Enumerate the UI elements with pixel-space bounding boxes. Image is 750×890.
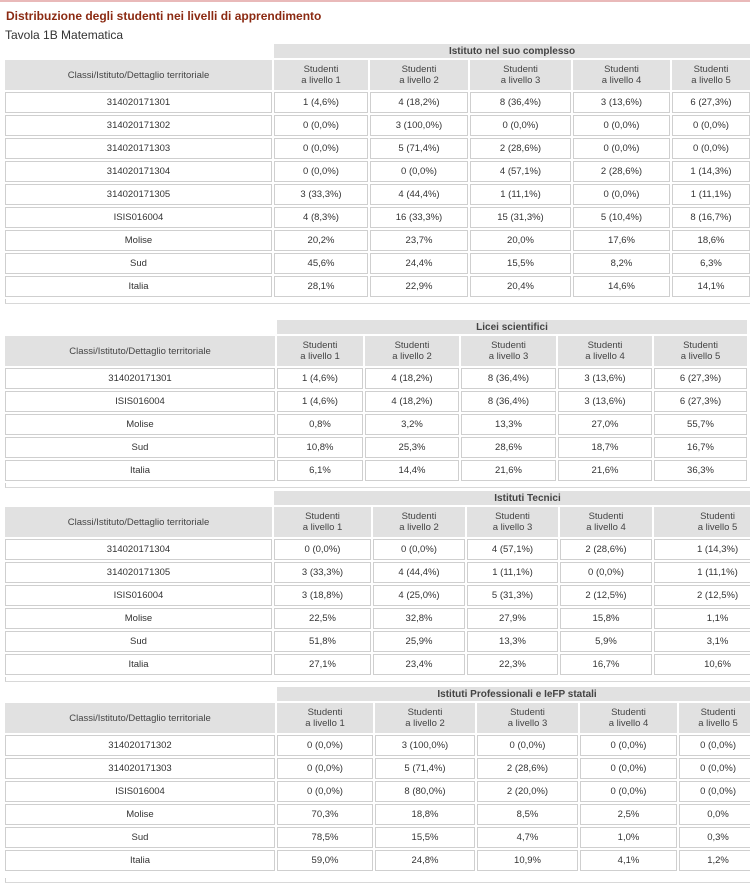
value-cell: 0 (0,0%) (580, 735, 677, 756)
value-cell: 1 (4,6%) (277, 391, 363, 412)
header-line-2: a livello 5 (698, 718, 738, 729)
row-label-cell: 314020171302 (5, 115, 272, 136)
header-line-1: Studenti (303, 64, 339, 75)
value-cell: 15,5% (470, 253, 571, 274)
row-label-cell: Molise (5, 608, 272, 629)
section-separator (5, 299, 750, 304)
value-cell: 10,6% (654, 654, 750, 675)
table-row (5, 758, 750, 779)
column-header-level-2 (373, 507, 465, 537)
section-block (5, 42, 750, 304)
value-cell: 0 (0,0%) (274, 539, 371, 560)
value-cell: 0 (0,0%) (277, 735, 373, 756)
value-cell: 22,5% (274, 608, 371, 629)
value-cell: 59,0% (277, 850, 373, 871)
column-header-level-3 (470, 60, 571, 90)
value-cell: 3,1% (654, 631, 750, 652)
value-cell: 4 (25,0%) (373, 585, 465, 606)
value-cell: 1,2% (679, 850, 750, 871)
value-cell: 0 (0,0%) (679, 781, 750, 802)
value-cell: 5 (71,4%) (375, 758, 475, 779)
header-line-2: a livello 4 (608, 718, 649, 729)
value-cell: 5 (71,4%) (370, 138, 468, 159)
header-line-1: Studenti (394, 340, 430, 351)
value-cell: 0 (0,0%) (573, 115, 670, 136)
row-label-cell: 314020171302 (5, 735, 275, 756)
value-cell: 70,3% (277, 804, 373, 825)
header-line-1: Studenti (491, 340, 526, 351)
value-cell: 0,0% (679, 804, 750, 825)
table-row (5, 539, 750, 560)
value-cell: 0 (0,0%) (580, 781, 677, 802)
row-label-cell: 314020171304 (5, 161, 272, 182)
header-line-2: a livello 3 (492, 522, 533, 533)
header-line-1: Studenti (700, 511, 735, 522)
value-cell: 20,0% (470, 230, 571, 251)
header-line-1: Studenti (302, 340, 338, 351)
value-cell: 0 (0,0%) (560, 562, 652, 583)
value-cell: 0 (0,0%) (477, 735, 578, 756)
table-row (5, 184, 750, 205)
section-separator (5, 677, 750, 682)
value-cell: 8 (36,4%) (470, 92, 571, 113)
value-cell: 4 (18,2%) (365, 368, 459, 389)
table-row (5, 437, 747, 458)
table-row (5, 115, 750, 136)
value-cell: 16,7% (654, 437, 747, 458)
group-header-spacer (5, 491, 272, 505)
table-row (5, 781, 750, 802)
value-cell: 0 (0,0%) (277, 781, 373, 802)
value-cell: 28,1% (274, 276, 368, 297)
column-header-level-1 (277, 703, 373, 733)
value-cell: 8 (80,0%) (375, 781, 475, 802)
column-header-level-4 (580, 703, 677, 733)
table-row (5, 161, 750, 182)
column-header-level-3 (467, 507, 558, 537)
header-line-1: Studenti (588, 511, 624, 522)
header-line-2: a livello 3 (500, 75, 541, 86)
value-cell: 22,9% (370, 276, 468, 297)
value-cell: 23,4% (373, 654, 465, 675)
value-cell: 32,8% (373, 608, 465, 629)
value-cell: 3 (18,8%) (274, 585, 371, 606)
group-header-spacer (5, 687, 275, 701)
table-row (5, 230, 750, 251)
value-cell: 0 (0,0%) (274, 115, 368, 136)
distribution-table (3, 318, 749, 483)
header-line-2: a livello 2 (399, 522, 439, 533)
table-row (5, 460, 747, 481)
header-line-2: a livello 3 (488, 351, 529, 362)
value-cell: 5 (31,3%) (467, 585, 558, 606)
top-border (0, 0, 750, 2)
value-cell: 6,1% (277, 460, 363, 481)
table-row (5, 253, 750, 274)
header-line-2: a livello 1 (300, 351, 340, 362)
table-row (5, 850, 750, 871)
header-line-1: Studenti (503, 64, 538, 75)
table-row (5, 654, 750, 675)
header-line-1: Studenti (604, 64, 639, 75)
header-line-2: a livello 2 (392, 351, 432, 362)
column-header-level-4 (558, 336, 652, 366)
value-cell: 5 (10,4%) (573, 207, 670, 228)
row-label-cell: Sud (5, 631, 272, 652)
value-cell: 1 (14,3%) (654, 539, 750, 560)
header-line-1: Studenti (407, 707, 443, 718)
value-cell: 1 (4,6%) (274, 92, 368, 113)
value-cell: 1 (4,6%) (277, 368, 363, 389)
header-line-2: a livello 3 (507, 718, 548, 729)
value-cell: 0 (0,0%) (580, 758, 677, 779)
value-cell: 6 (27,3%) (654, 368, 747, 389)
value-cell: 0 (0,0%) (672, 138, 750, 159)
header-line-1: Studenti (611, 707, 646, 718)
value-cell: 4 (44,4%) (373, 562, 465, 583)
value-cell: 25,3% (365, 437, 459, 458)
header-line-2: a livello 4 (586, 522, 626, 533)
column-header-level-2 (370, 60, 468, 90)
row-label-cell: 314020171304 (5, 539, 272, 560)
value-cell: 17,6% (573, 230, 670, 251)
value-cell: 2 (12,5%) (654, 585, 750, 606)
value-cell: 28,6% (461, 437, 556, 458)
table-row (5, 562, 750, 583)
value-cell: 8,2% (573, 253, 670, 274)
column-header-level-5 (654, 336, 747, 366)
value-cell: 3 (13,6%) (573, 92, 670, 113)
row-label-cell: 314020171305 (5, 562, 272, 583)
row-label-cell: Molise (5, 230, 272, 251)
row-label-cell: 314020171303 (5, 758, 275, 779)
value-cell: 1 (11,1%) (654, 562, 750, 583)
column-header-level-1 (274, 60, 368, 90)
value-cell: 14,4% (365, 460, 459, 481)
group-header-spacer (5, 44, 272, 58)
section-separator (5, 483, 750, 488)
row-label-cell: ISIS016004 (5, 391, 275, 412)
value-cell: 4,7% (477, 827, 578, 848)
value-cell: 0 (0,0%) (470, 115, 571, 136)
value-cell: 36,3% (654, 460, 747, 481)
section-block (5, 685, 750, 873)
header-line-2: a livello 4 (601, 75, 642, 86)
value-cell: 0 (0,0%) (573, 138, 670, 159)
value-cell: 3 (100,0%) (375, 735, 475, 756)
table-row (5, 138, 750, 159)
value-cell: 0 (0,0%) (370, 161, 468, 182)
value-cell: 1,0% (580, 827, 677, 848)
table-row (5, 276, 750, 297)
value-cell: 55,7% (654, 414, 747, 435)
value-cell: 45,6% (274, 253, 368, 274)
distribution-table (3, 685, 750, 873)
header-line-1: Studenti (305, 511, 340, 522)
row-label-cell: ISIS016004 (5, 781, 275, 802)
value-cell: 2 (28,6%) (470, 138, 571, 159)
value-cell: 1,1% (654, 608, 750, 629)
column-header-level-2 (375, 703, 475, 733)
column-header-territory: Classi/Istituto/Dettaglio territoriale (5, 507, 272, 537)
row-label-cell: ISIS016004 (5, 585, 272, 606)
column-header-level-2 (365, 336, 459, 366)
distribution-table (3, 42, 750, 299)
row-label-cell: Sud (5, 827, 275, 848)
header-line-2: a livello 1 (305, 718, 345, 729)
value-cell: 27,0% (558, 414, 652, 435)
value-cell: 0 (0,0%) (573, 184, 670, 205)
value-cell: 24,8% (375, 850, 475, 871)
value-cell: 4 (8,3%) (274, 207, 368, 228)
value-cell: 14,6% (573, 276, 670, 297)
table-row (5, 207, 750, 228)
header-line-1: Studenti (587, 340, 623, 351)
table-row (5, 827, 750, 848)
value-cell: 27,1% (274, 654, 371, 675)
header-line-1: Studenti (510, 707, 545, 718)
column-header-level-3 (461, 336, 556, 366)
value-cell: 3 (33,3%) (274, 562, 371, 583)
value-cell: 8 (36,4%) (461, 391, 556, 412)
value-cell: 10,9% (477, 850, 578, 871)
column-header-level-5 (679, 703, 750, 733)
header-line-1: Studenti (401, 511, 437, 522)
value-cell: 51,8% (274, 631, 371, 652)
value-cell: 2 (12,5%) (560, 585, 652, 606)
value-cell: 3 (13,6%) (558, 368, 652, 389)
row-label-cell: Molise (5, 414, 275, 435)
table-bottom-border (5, 878, 750, 883)
value-cell: 2,5% (580, 804, 677, 825)
row-label-cell: ISIS016004 (5, 207, 272, 228)
row-label-cell: Molise (5, 804, 275, 825)
value-cell: 24,4% (370, 253, 468, 274)
value-cell: 5,9% (560, 631, 652, 652)
value-cell: 0,8% (277, 414, 363, 435)
value-cell: 4 (18,2%) (365, 391, 459, 412)
table-row (5, 414, 747, 435)
value-cell: 4 (57,1%) (470, 161, 571, 182)
column-header-level-5 (654, 507, 750, 537)
value-cell: 78,5% (277, 827, 373, 848)
value-cell: 20,2% (274, 230, 368, 251)
header-line-2: a livello 4 (585, 351, 625, 362)
value-cell: 3,2% (365, 414, 459, 435)
group-header-spacer (5, 320, 275, 334)
row-label-cell: 314020171301 (5, 368, 275, 389)
header-line-2: a livello 5 (691, 75, 731, 86)
value-cell: 18,8% (375, 804, 475, 825)
value-cell: 20,4% (470, 276, 571, 297)
row-label-cell: Italia (5, 460, 275, 481)
value-cell: 6,3% (672, 253, 750, 274)
value-cell: 2 (28,6%) (560, 539, 652, 560)
value-cell: 21,6% (461, 460, 556, 481)
column-header-level-3 (477, 703, 578, 733)
value-cell: 27,9% (467, 608, 558, 629)
table-row (5, 631, 750, 652)
row-label-cell: 314020171305 (5, 184, 272, 205)
column-header-territory: Classi/Istituto/Dettaglio territoriale (5, 703, 275, 733)
header-line-1: Studenti (495, 511, 530, 522)
value-cell: 8 (16,7%) (672, 207, 750, 228)
row-label-cell: Italia (5, 850, 275, 871)
value-cell: 0 (0,0%) (274, 161, 368, 182)
value-cell: 4,1% (580, 850, 677, 871)
value-cell: 18,6% (672, 230, 750, 251)
value-cell: 4 (57,1%) (467, 539, 558, 560)
header-line-1: Studenti (401, 64, 437, 75)
row-label-cell: Italia (5, 654, 272, 675)
section-title: Licei scientifici (277, 320, 747, 334)
column-header-level-5 (672, 60, 750, 90)
value-cell: 15 (31,3%) (470, 207, 571, 228)
section-block (5, 489, 750, 682)
value-cell: 10,8% (277, 437, 363, 458)
value-cell: 16 (33,3%) (370, 207, 468, 228)
section-title: Istituti Tecnici (274, 491, 750, 505)
column-header-level-1 (277, 336, 363, 366)
value-cell: 0 (0,0%) (672, 115, 750, 136)
value-cell: 13,3% (467, 631, 558, 652)
header-line-2: a livello 5 (680, 351, 721, 362)
section-title: Istituto nel suo complesso (274, 44, 750, 58)
header-line-1: Studenti (683, 340, 718, 351)
value-cell: 8,5% (477, 804, 578, 825)
value-cell: 0 (0,0%) (679, 758, 750, 779)
value-cell: 13,3% (461, 414, 556, 435)
value-cell: 22,3% (467, 654, 558, 675)
table-row (5, 608, 750, 629)
value-cell: 0 (0,0%) (277, 758, 373, 779)
value-cell: 1 (11,1%) (467, 562, 558, 583)
value-cell: 18,7% (558, 437, 652, 458)
table-row (5, 804, 750, 825)
value-cell: 2 (28,6%) (573, 161, 670, 182)
value-cell: 1 (11,1%) (672, 184, 750, 205)
value-cell: 2 (20,0%) (477, 781, 578, 802)
value-cell: 1 (14,3%) (672, 161, 750, 182)
value-cell: 8 (36,4%) (461, 368, 556, 389)
table-row (5, 735, 750, 756)
value-cell: 6 (27,3%) (672, 92, 750, 113)
value-cell: 0 (0,0%) (679, 735, 750, 756)
value-cell: 2 (28,6%) (477, 758, 578, 779)
table-row (5, 391, 747, 412)
value-cell: 15,8% (560, 608, 652, 629)
value-cell: 0 (0,0%) (274, 138, 368, 159)
value-cell: 16,7% (560, 654, 652, 675)
page-title: Distribuzione degli studenti nei livelli di apprendimento (6, 9, 322, 23)
column-header-level-4 (573, 60, 670, 90)
header-line-2: a livello 2 (405, 718, 445, 729)
value-cell: 25,9% (373, 631, 465, 652)
header-line-1: Studenti (693, 64, 729, 75)
header-line-2: a livello 1 (302, 522, 343, 533)
table-row (5, 585, 750, 606)
row-label-cell: 314020171301 (5, 92, 272, 113)
value-cell: 3 (100,0%) (370, 115, 468, 136)
value-cell: 0 (0,0%) (373, 539, 465, 560)
value-cell: 4 (18,2%) (370, 92, 468, 113)
row-label-cell: Sud (5, 253, 272, 274)
column-header-territory: Classi/Istituto/Dettaglio territoriale (5, 336, 275, 366)
value-cell: 1 (11,1%) (470, 184, 571, 205)
table-row (5, 92, 750, 113)
header-line-2: a livello 2 (399, 75, 439, 86)
header-line-2: a livello 1 (301, 75, 341, 86)
header-line-1: Studenti (307, 707, 343, 718)
section-title: Istituti Professionali e IeFP statali (277, 687, 750, 701)
header-line-1: Studenti (700, 707, 736, 718)
value-cell: 23,7% (370, 230, 468, 251)
value-cell: 21,6% (558, 460, 652, 481)
value-cell: 14,1% (672, 276, 750, 297)
column-header-level-1 (274, 507, 371, 537)
value-cell: 0,3% (679, 827, 750, 848)
table-row (5, 368, 747, 389)
value-cell: 15,5% (375, 827, 475, 848)
value-cell: 6 (27,3%) (654, 391, 747, 412)
column-header-territory: Classi/Istituto/Dettaglio territoriale (5, 60, 272, 90)
table-subtitle: Tavola 1B Matematica (5, 28, 124, 42)
value-cell: 4 (44,4%) (370, 184, 468, 205)
header-line-2: a livello 5 (697, 522, 738, 533)
section-block (5, 318, 750, 488)
value-cell: 3 (33,3%) (274, 184, 368, 205)
row-label-cell: Italia (5, 276, 272, 297)
row-label-cell: Sud (5, 437, 275, 458)
distribution-table (3, 489, 750, 677)
row-label-cell: 314020171303 (5, 138, 272, 159)
column-header-level-4 (560, 507, 652, 537)
value-cell: 3 (13,6%) (558, 391, 652, 412)
